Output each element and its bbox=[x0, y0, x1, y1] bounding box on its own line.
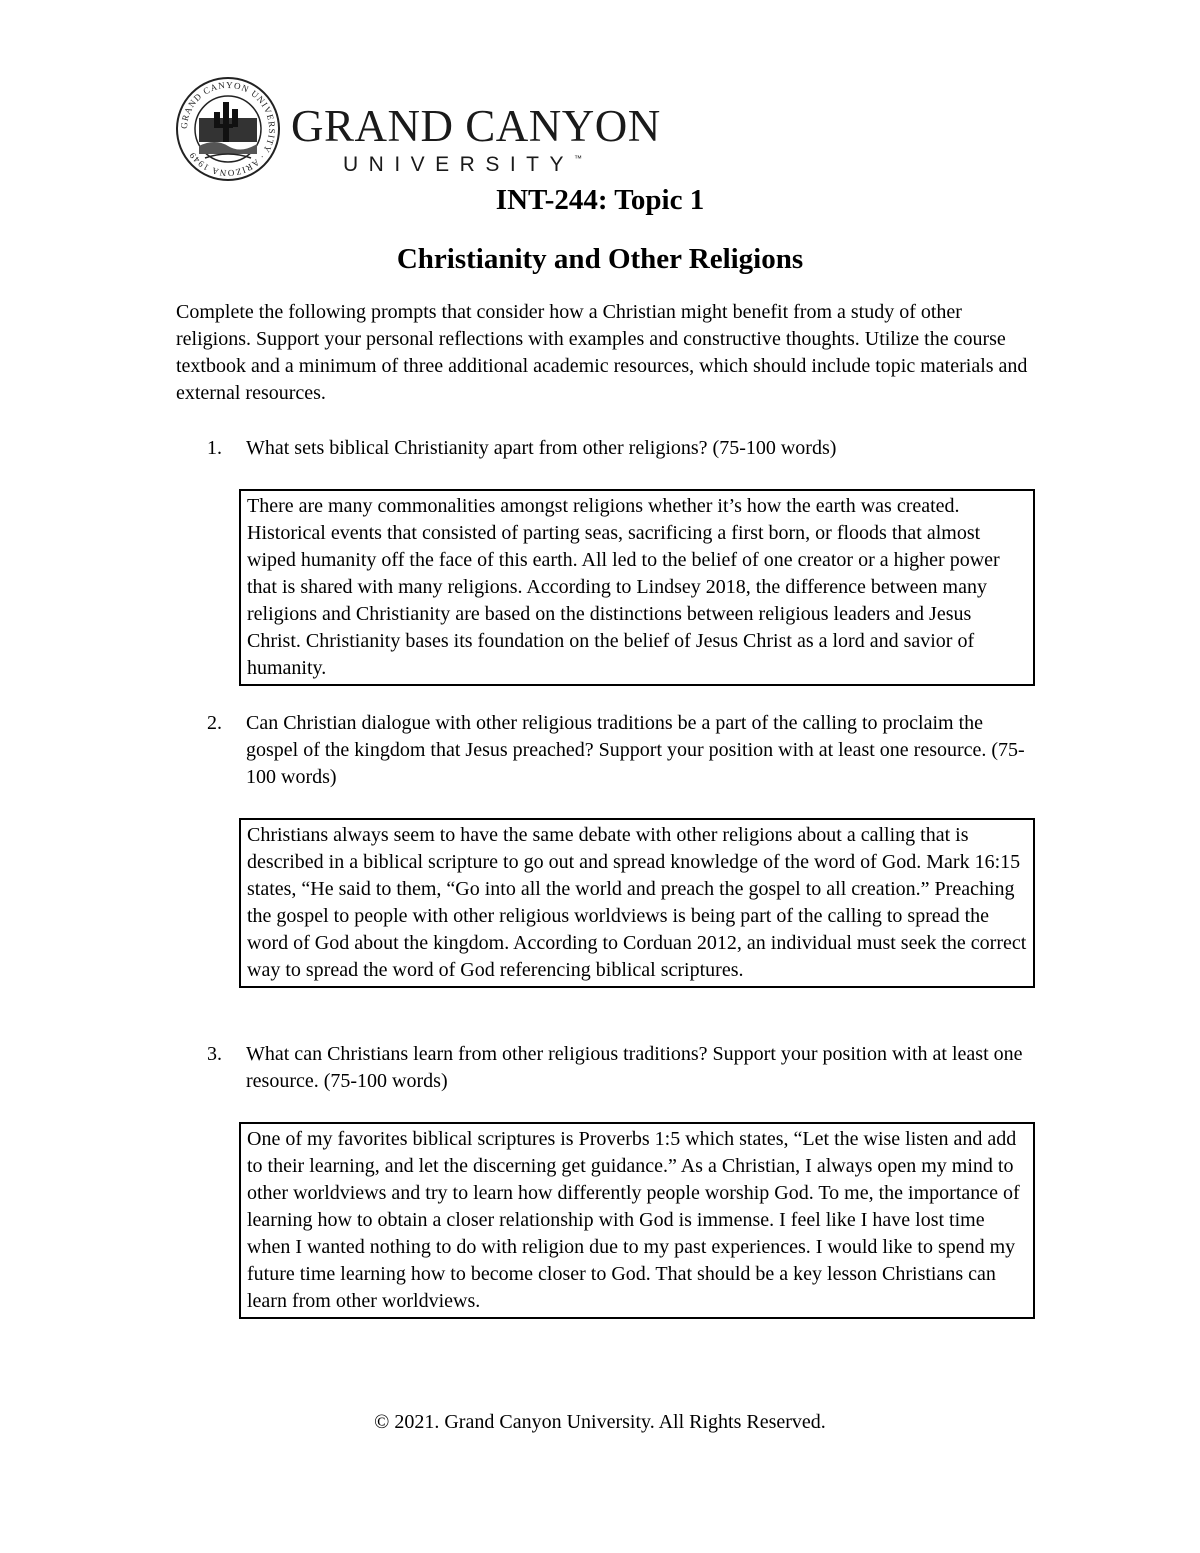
answer-box-2[interactable]: Christians always seem to have the same debate with other religions about a calling that is described in a biblical scripture to go out and spread knowledge of the word of God. Mark 16:15 states, “He said to them, “Go into all the world and preach the gospel to all creation.” Preaching the gospel to people with other religious worldviews is being part of the calling to spread the word of God about the kingdom. According to Corduan 2012, an individual must seek the correct way to spread the word of God referencing biblical scriptures. bbox=[239, 818, 1035, 988]
wordmark-university bbox=[343, 153, 582, 177]
question-prompt: What can Christians learn from other religious traditions? Support your position with at least one resource. (75-100 words) bbox=[246, 1043, 1023, 1092]
question-2 bbox=[207, 710, 1027, 791]
question-number: 1. bbox=[207, 437, 222, 459]
trademark-symbol: ™ bbox=[574, 154, 583, 163]
university-logo bbox=[175, 76, 661, 186]
wordmark-university-text: UNIVERSITY bbox=[343, 153, 575, 176]
question-number: 3. bbox=[207, 1043, 222, 1065]
question-1 bbox=[207, 435, 1027, 462]
document-title: INT-244: Topic 1 bbox=[495, 184, 705, 216]
svg-text:GRAND CANYON UNIVERSITY · ARIZ: GRAND CANYON UNIVERSITY · ARIZONA 1949 bbox=[178, 79, 278, 179]
question-number: 2. bbox=[207, 712, 222, 734]
question-prompt: Can Christian dialogue with other religious traditions be a part of the calling to proclaim the gospel of the kingdom that Jesus preached? Support your position with at least one resource. (75-100 words) bbox=[246, 712, 1025, 788]
document-subtitle: Christianity and Other Religions bbox=[396, 243, 804, 275]
university-seal-icon bbox=[175, 76, 281, 182]
intro-paragraph: Complete the following prompts that consider how a Christian might benefit from a study of other religions. Support your personal reflections with examples and constructive thoughts. Utilize the course textbook and a minimum of three additional academic resources, which should include topic materials and external resources. bbox=[176, 301, 1028, 404]
wordmark-grand-canyon: GRAND CANYON bbox=[291, 101, 661, 151]
answer-box-3[interactable]: One of my favorites biblical scriptures is Proverbs 1:5 which states, “Let the wise listen and add to their learning, and let the discerning get guidance.” As a Christian, I always open my mind to other worldviews and try to learn how differently people worship God. To me, the importance of learning how to obtain a closer relationship with God is immense. I feel like I have lost time when I wanted nothing to do with religion due to my past experiences. I would like to spend my future time learning how to become closer to God. That should be a key lesson Christians can learn from other worldviews. bbox=[239, 1122, 1035, 1319]
copyright-footer: © 2021. Grand Canyon University. All Rights Reserved. bbox=[374, 1411, 826, 1433]
question-prompt: What sets biblical Christianity apart from other religions? (75-100 words) bbox=[246, 437, 837, 459]
answer-box-1[interactable]: There are many commonalities amongst religions whether it’s how the earth was created. Historical events that consisted of parting seas, sacrificing a first born, or floods that almost wiped humanity off the face of this earth. All led to the belief of one creator or a higher power that is shared with many religions. According to Lindsey 2018, the difference between many religions and Christianity are based on the distinctions between religious leaders and Jesus Christ. Christianity bases its foundation on the belief of Jesus Christ as a lord and savior of humanity. bbox=[239, 489, 1035, 686]
question-3 bbox=[207, 1041, 1027, 1095]
